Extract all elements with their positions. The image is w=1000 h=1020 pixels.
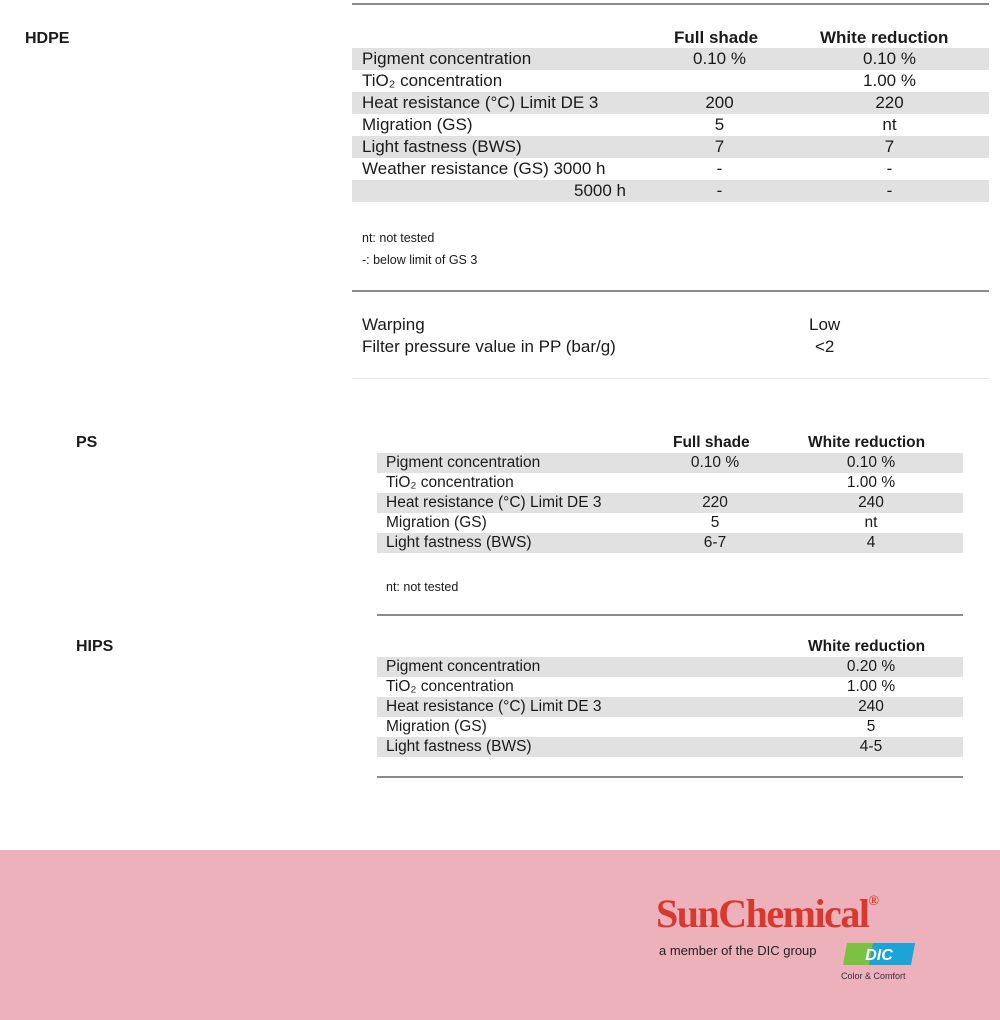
full-shade-value: 220 bbox=[702, 494, 728, 511]
row-label: Heat resistance (°C) Limit DE 3 bbox=[362, 93, 599, 112]
row-label: Migration (GS) bbox=[386, 514, 487, 531]
row-label: Light fastness (BWS) bbox=[362, 137, 522, 156]
row-label: Light fastness (BWS) bbox=[386, 738, 532, 755]
ps-header-full-shade: Full shade bbox=[673, 434, 750, 451]
white-reduction-value: 7 bbox=[884, 137, 895, 156]
white-reduction-value: 0.10 % bbox=[863, 49, 916, 68]
row-label: 5000 h bbox=[574, 181, 626, 200]
dic-group-caption: a member of the DIC group bbox=[659, 943, 817, 958]
full-shade-value: - bbox=[716, 181, 723, 200]
logo-text: SunChemical bbox=[656, 891, 869, 936]
white-reduction-value: 4 bbox=[866, 534, 876, 551]
row-label: Pigment concentration bbox=[362, 49, 532, 68]
white-reduction-value: 0.20 % bbox=[846, 658, 896, 675]
row-label: Migration (GS) bbox=[362, 115, 473, 134]
dic-logo-icon bbox=[843, 943, 915, 965]
white-reduction-value: 4-5 bbox=[859, 738, 883, 755]
white-reduction-value: 1.00 % bbox=[863, 71, 916, 90]
table-row bbox=[377, 473, 963, 493]
row-label: Heat resistance (°C) Limit DE 3 bbox=[386, 494, 602, 511]
filter-pressure-value: <2 bbox=[815, 337, 835, 356]
hdpe-top-rule bbox=[352, 3, 989, 5]
table-row bbox=[377, 513, 963, 533]
row-label: Light fastness (BWS) bbox=[386, 534, 532, 551]
table-row bbox=[352, 70, 989, 92]
table-row bbox=[377, 697, 963, 717]
white-reduction-value: nt bbox=[882, 115, 897, 134]
hips-bottom-rule bbox=[377, 776, 963, 778]
hdpe-section-label: HDPE bbox=[25, 30, 70, 47]
white-reduction-value: - bbox=[886, 181, 893, 200]
white-reduction-value: 5 bbox=[866, 718, 876, 735]
dic-logo-text: DIC bbox=[865, 947, 893, 964]
row-label: Weather resistance (GS) 3000 h bbox=[362, 159, 606, 178]
ps-section-label: PS bbox=[76, 434, 98, 451]
filter-pressure-label: Filter pressure value in PP (bar/g) bbox=[362, 337, 616, 356]
row-label: TiO₂ concentration bbox=[386, 678, 514, 695]
table-row bbox=[377, 533, 963, 553]
white-reduction-value: 220 bbox=[875, 93, 904, 112]
hdpe-note-gs3: -: below limit of GS 3 bbox=[362, 253, 478, 267]
full-shade-value: 200 bbox=[705, 93, 734, 112]
row-label: Pigment concentration bbox=[386, 454, 541, 471]
table-row bbox=[352, 114, 989, 136]
hdpe-divider bbox=[352, 290, 989, 292]
row-label: Pigment concentration bbox=[386, 658, 541, 675]
sun-chemical-logo bbox=[656, 890, 879, 937]
table-row bbox=[377, 717, 963, 737]
hdpe-note-nt: nt: not tested bbox=[362, 231, 435, 245]
full-shade-value: 7 bbox=[714, 137, 725, 156]
hdpe-header-full-shade: Full shade bbox=[674, 28, 759, 47]
white-reduction-value: 0.10 % bbox=[846, 454, 896, 471]
table-row bbox=[352, 92, 989, 114]
ps-note-nt: nt: not tested bbox=[386, 580, 459, 594]
white-reduction-value: 1.00 % bbox=[846, 678, 896, 695]
logo-registered-mark: ® bbox=[868, 894, 879, 909]
hips-section-label: HIPS bbox=[76, 638, 114, 655]
row-label: TiO₂ concentration bbox=[362, 71, 503, 90]
dic-tagline: Color & Comfort bbox=[841, 971, 906, 981]
table-row bbox=[377, 453, 963, 473]
table-row bbox=[377, 493, 963, 513]
hips-header-white-reduction: White reduction bbox=[808, 638, 926, 655]
warping-value: Low bbox=[809, 315, 841, 334]
white-reduction-value: nt bbox=[864, 514, 878, 531]
full-shade-value: 0.10 % bbox=[690, 454, 740, 471]
row-label: Heat resistance (°C) Limit DE 3 bbox=[386, 698, 602, 715]
table-row bbox=[377, 677, 963, 697]
row-label: Migration (GS) bbox=[386, 718, 487, 735]
white-reduction-value: - bbox=[886, 159, 893, 178]
full-shade-value: 6-7 bbox=[703, 534, 727, 551]
hdpe-header-white-reduction: White reduction bbox=[820, 28, 949, 47]
ps-divider bbox=[377, 614, 963, 616]
hdpe-extra-properties bbox=[352, 315, 989, 355]
warping-label: Warping bbox=[362, 315, 425, 334]
table-row bbox=[352, 48, 989, 70]
white-reduction-value: 240 bbox=[858, 698, 884, 715]
table-row bbox=[352, 158, 989, 180]
white-reduction-value: 1.00 % bbox=[846, 474, 896, 491]
full-shade-value: - bbox=[716, 159, 723, 178]
table-row bbox=[352, 180, 989, 202]
full-shade-value: 5 bbox=[714, 115, 725, 134]
table-row bbox=[352, 136, 989, 158]
hdpe-bottom-rule bbox=[352, 378, 989, 379]
table-row bbox=[377, 657, 963, 677]
full-shade-value: 5 bbox=[710, 514, 720, 531]
full-shade-value: 0.10 % bbox=[693, 49, 746, 68]
table-row bbox=[377, 737, 963, 757]
row-label: TiO₂ concentration bbox=[386, 474, 514, 491]
ps-header-white-reduction: White reduction bbox=[808, 434, 926, 451]
white-reduction-value: 240 bbox=[858, 494, 884, 511]
